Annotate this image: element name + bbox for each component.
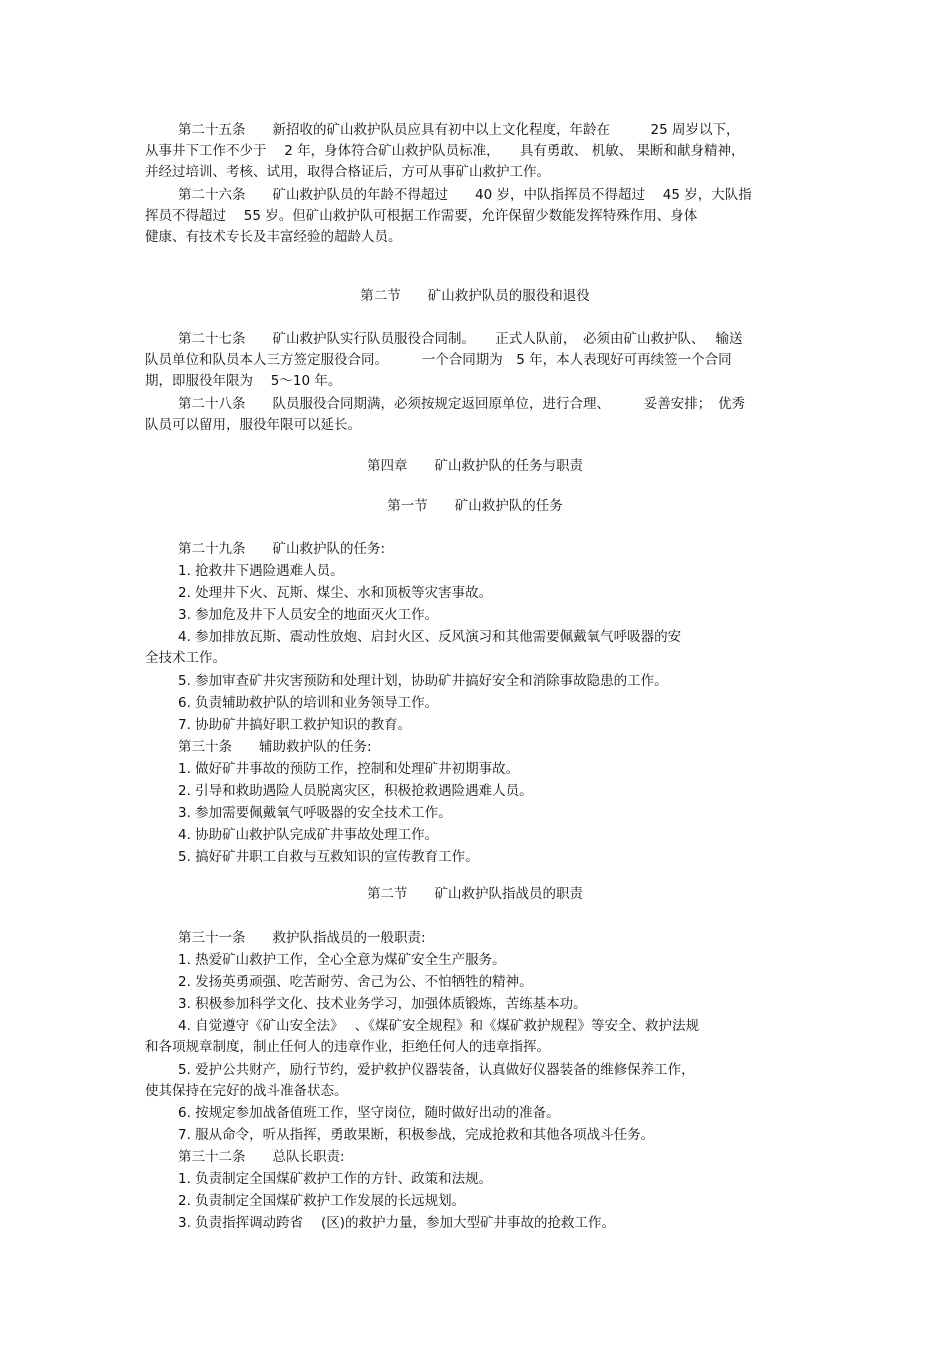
list-item: 7. 协助矿井搞好职工救护知识的教育。 [178,717,412,733]
article-27-line-1: 第二十七条 矿山救护队实行队员服役合同制。 正式人队前， 必须由矿山救护队、 输送 [178,331,743,347]
article-26-line-1: 第二十六条 矿山救护队员的年龄不得超过 40 岁，中队指挥员不得超过 45 岁，大队指 [178,187,752,203]
section-title-tasks: 第一节 矿山救护队的任务 [387,498,563,514]
list-item: 3. 负责指挥调动跨省 (区)的救护力量，参加大型矿井事故的抢救工作。 [178,1215,615,1231]
article-27-line-2: 队员单位和队员本人三方签定服役合同。 一个合同期为 5 年，本人表现好可再续签一个合同 [145,352,732,368]
list-item: 1. 做好矿井事故的预防工作，控制和处理矿井初期事故。 [178,761,520,777]
article-28-line-2: 队员可以留用，服役年限可以延长。 [145,417,361,433]
list-item: 5. 搞好矿井职工自救与互救知识的宣传教育工作。 [178,849,479,865]
list-item-continuation: 使其保持在完好的战斗准备状态。 [145,1083,348,1099]
article-30-heading: 第三十条 辅助救护队的任务: [178,739,372,755]
list-item: 4. 参加排放瓦斯、震动性放炮、启封火区、反风演习和其他需要佩戴氧气呼吸器的安 [178,629,682,645]
list-item: 2. 引导和救助遇险人员脱离灾区，积极抢救遇险遇难人员。 [178,783,533,799]
list-item-continuation: 全技术工作。 [145,650,226,666]
article-26-line-3: 健康、有技术专长及丰富经验的超龄人员。 [145,229,402,245]
article-28-line-1: 第二十八条 队员服役合同期满，必须按规定返回原单位，进行合理、 妥善安排； 优秀 [178,396,745,412]
list-item: 4. 协助矿山救护队完成矿井事故处理工作。 [178,827,439,843]
list-item: 5. 爱护公共财产，励行节约，爱护救护仪器装备，认真做好仪器装备的维修保养工作， [178,1062,695,1078]
list-item: 2. 发扬英勇顽强、吃苦耐劳、舍己为公、不怕牺牲的精神。 [178,974,533,990]
list-item: 2. 负责制定全国煤矿救护工作发展的长远规划。 [178,1193,466,1209]
article-25-line-3: 并经过培训、考核、试用，取得合格证后，方可从事矿山救护工作。 [145,164,550,180]
article-26-line-2: 挥员不得超过 55 岁。但矿山救护队可根据工作需要，允许保留少数能发挥特殊作用、身体 [145,208,698,224]
article-25-line-1: 第二十五条 新招收的矿山救护队员应具有初中以上文化程度，年龄在 25 周岁以下， [178,122,740,138]
list-item: 6. 负责辅助救护队的培训和业务领导工作。 [178,695,439,711]
list-item: 3. 参加危及井下人员安全的地面灭火工作。 [178,607,439,623]
section-title-service: 第二节 矿山救护队员的服役和退役 [360,288,590,304]
article-31-heading: 第三十一条 救护队指战员的一般职责: [178,930,426,946]
list-item: 1. 负责制定全国煤矿救护工作的方针、政策和法规。 [178,1171,493,1187]
article-25-line-2: 从事井下工作不少于 2 年，身体符合矿山救护队员标准， 具有勇敢、 机敏、 果断和献身精神， [145,143,745,159]
list-item: 2. 处理井下火、瓦斯、煤尘、水和顶板等灾害事故。 [178,585,493,601]
chapter-4-title: 第四章 矿山救护队的任务与职责 [367,458,583,474]
list-item-continuation: 和各项规章制度，制止任何人的违章作业，拒绝任何人的违章指挥。 [145,1039,550,1055]
list-item: 1. 热爱矿山救护工作，全心全意为煤矿安全生产服务。 [178,952,506,968]
list-item: 3. 参加需要佩戴氧气呼吸器的安全技术工作。 [178,805,452,821]
list-item: 5. 参加审查矿井灾害预防和处理计划，协助矿井搞好安全和消除事故隐患的工作。 [178,673,668,689]
list-item: 7. 服从命令，听从指挥，勇敢果断，积极参战，完成抢救和其他各项战斗任务。 [178,1127,655,1143]
list-item: 3. 积极参加科学文化、技术业务学习，加强体质锻炼，苦练基本功。 [178,996,587,1012]
section-title-duties: 第二节 矿山救护队指战员的职责 [367,886,583,902]
list-item: 6. 按规定参加战备值班工作，坚守岗位，随时做好出动的准备。 [178,1105,560,1121]
article-32-heading: 第三十二条 总队长职责: [178,1149,345,1165]
article-29-heading: 第二十九条 矿山救护队的任务: [178,541,386,557]
article-27-line-3: 期，即服役年限为 5～10 年。 [145,373,342,389]
list-item: 4. 自觉遵守《矿山安全法》 、《煤矿安全规程》和《煤矿救护规程》等安全、救护法规 [178,1018,699,1034]
list-item: 1. 抢救井下遇险遇难人员。 [178,563,344,579]
